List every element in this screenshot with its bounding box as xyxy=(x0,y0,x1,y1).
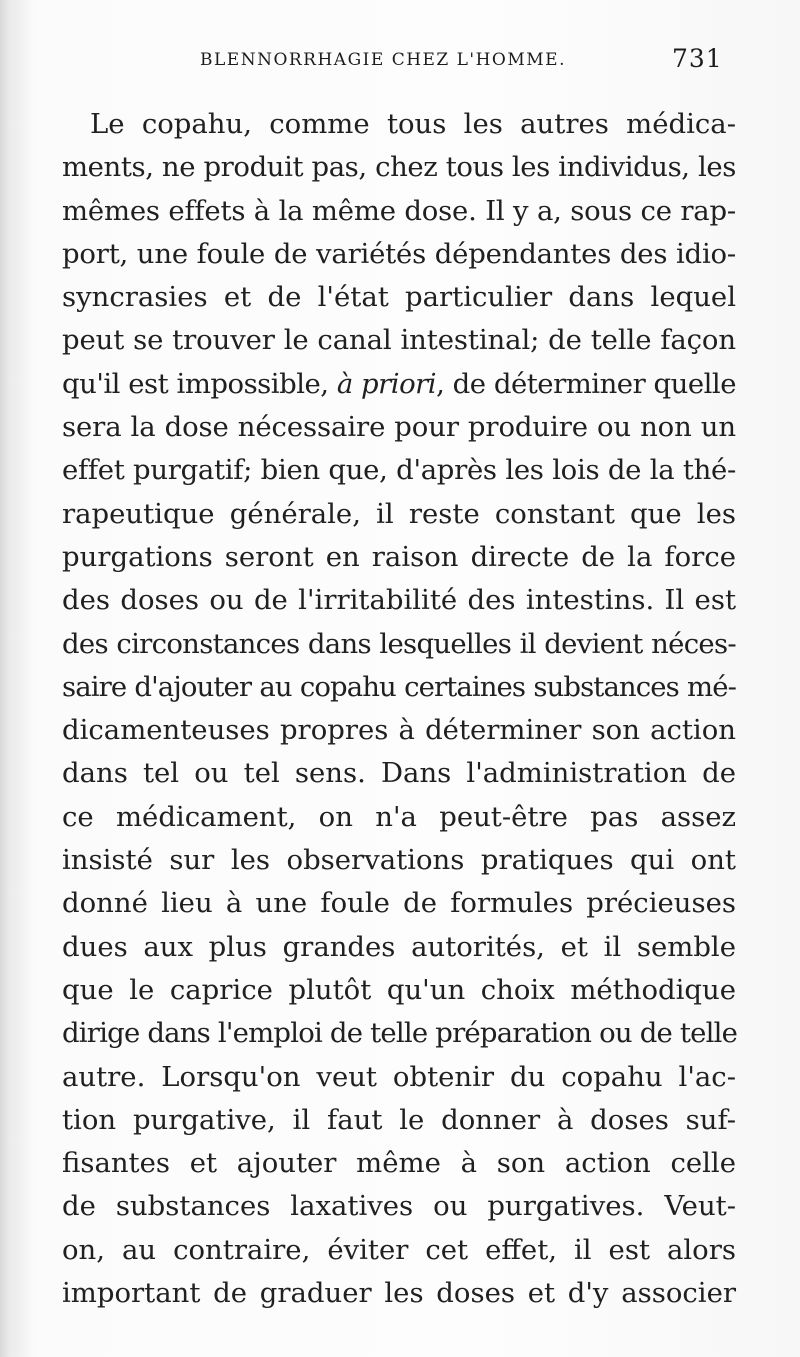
text-line: des circonstances dans lesquelles il devient néces- xyxy=(62,627,736,660)
text-line: autre. Lorsqu'on veut obtenir du copahu l'ac- xyxy=(62,1060,736,1093)
text-segment: qu'il est impossible, xyxy=(62,367,337,400)
body-text xyxy=(62,103,736,1315)
text-line: insisté sur les observations pratiques qui ont xyxy=(62,844,736,877)
text-line: que le caprice plutôt qu'un choix méthodique xyxy=(62,973,736,1006)
italic-phrase: à priori xyxy=(336,367,437,400)
text-line: saire d'ajouter au copahu certaines substances mé- xyxy=(62,670,736,703)
text-line: syncrasies et de l'état particulier dans lequel xyxy=(62,281,736,314)
page-number: 731 xyxy=(672,44,723,73)
text-segment: , de déterminer quelle xyxy=(436,367,736,400)
text-line: dans tel ou tel sens. Dans l'administration de xyxy=(62,757,736,790)
text-line: port, une foule de variétés dépendantes des idio- xyxy=(62,237,736,270)
text-line: rapeutique générale, il reste constant que les xyxy=(62,497,736,530)
text-line: fisantes et ajouter même à son action celle xyxy=(62,1147,736,1180)
text-line: important de graduer les doses et d'y associer xyxy=(62,1277,736,1310)
text-line: on, au contraire, éviter cet effet, il est alors xyxy=(62,1233,736,1266)
text-line: effet purgatif; bien que, d'après les lois de la thé- xyxy=(62,454,736,487)
text-line: donné lieu à une foule de formules précieuses xyxy=(62,887,736,920)
running-head-title: BLENNORRHAGIE CHEZ L'HOMME. xyxy=(200,50,566,70)
text-line: tion purgative, il faut le donner à doses suf- xyxy=(62,1103,736,1136)
text-line: des doses ou de l'irritabilité des intestins. Il est xyxy=(62,584,736,617)
text-line: ce médicament, on n'a peut-être pas assez xyxy=(62,800,736,833)
text-line: mêmes effets à la même dose. Il y a, sous ce rap- xyxy=(62,194,736,227)
text-line: dirige dans l'emploi de telle préparation ou de telle xyxy=(62,1017,738,1050)
text-line: purgations seront en raison directe de la force xyxy=(62,540,736,573)
text-line: peut se trouver le canal intestinal; de telle façon xyxy=(62,324,736,357)
text-line: sera la dose nécessaire pour produire ou non un xyxy=(62,411,736,444)
text-line: dicamenteuses propres à déterminer son action xyxy=(62,714,736,747)
text-line-with-italic xyxy=(62,363,736,406)
page-gutter-shadow xyxy=(0,0,30,1357)
text-line: de substances laxatives ou purgatives. Veut- xyxy=(62,1190,736,1223)
text-line: ments, ne produit pas, chez tous les individus, les xyxy=(62,151,736,184)
text-line: Le copahu, comme tous les autres médica- xyxy=(90,108,736,140)
text-line: dues aux plus grandes autorités, et il semble xyxy=(62,930,736,963)
